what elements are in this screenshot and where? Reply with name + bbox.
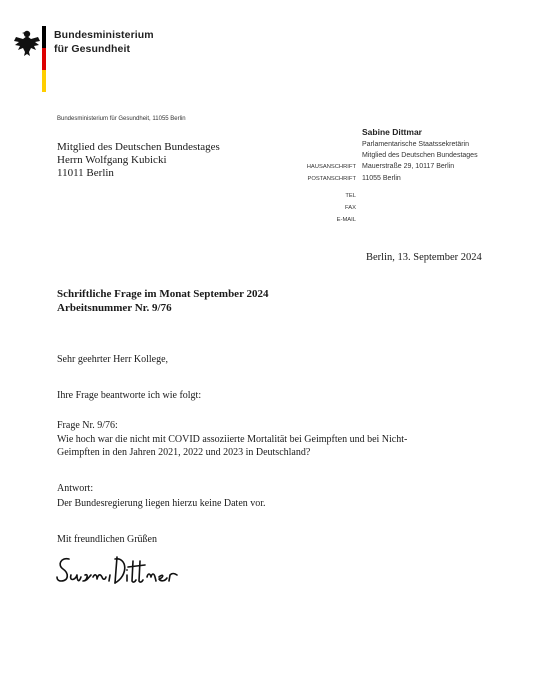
label-fax: FAX xyxy=(345,205,356,211)
subject-line1: Schriftliche Frage im Monat September 2024 xyxy=(57,288,269,300)
recipient-line1: Mitglied des Deutschen Bundestages xyxy=(57,141,220,153)
recipient-city: 11011 Berlin xyxy=(57,167,114,179)
question-line1: Wie hoch war die nicht mit COVID assoziierte Mortalität bei Geimpften und bei Nicht- xyxy=(57,434,408,445)
label-email: E-MAIL xyxy=(336,217,356,223)
sender-return-address: Bundesministerium für Gesundheit, 11055 Berlin xyxy=(57,116,186,122)
sender-street: Mauerstraße 29, 10117 Berlin xyxy=(362,163,455,170)
sender-title: Parlamentarische Staatssekretärin xyxy=(362,141,469,148)
sender-postal: 11055 Berlin xyxy=(362,175,401,182)
subject-line2: Arbeitsnummer Nr. 9/76 xyxy=(57,302,172,314)
question-label: Frage Nr. 9/76: xyxy=(57,420,118,431)
recipient-name: Herrn Wolfgang Kubicki xyxy=(57,154,167,166)
ministry-name-line2: für Gesundheit xyxy=(54,43,131,55)
federal-eagle-icon xyxy=(13,28,41,58)
question-line2: Geimpften in den Jahren 2021, 2022 und 2023 in Deutschland? xyxy=(57,447,311,458)
intro-text: Ihre Frage beantworte ich wie folgt: xyxy=(57,390,202,401)
german-flag-stripe xyxy=(42,26,46,92)
handwritten-signature xyxy=(55,553,185,593)
answer-label: Antwort: xyxy=(57,483,94,494)
sender-role: Mitglied des Deutschen Bundestages xyxy=(362,152,478,159)
label-tel: TEL xyxy=(345,193,356,199)
sender-name: Sabine Dittmar xyxy=(362,127,422,137)
closing: Mit freundlichen Grüßen xyxy=(57,534,157,545)
label-hausanschrift: HAUSANSCHRIFT xyxy=(306,164,356,170)
letter-date: Berlin, 13. September 2024 xyxy=(366,252,482,263)
salutation: Sehr geehrter Herr Kollege, xyxy=(57,354,169,365)
answer-text: Der Bundesregierung liegen hierzu keine Daten vor. xyxy=(57,498,266,509)
ministry-name-line1: Bundesministerium xyxy=(54,29,154,41)
label-postanschrift: POSTANSCHRIFT xyxy=(307,176,356,182)
